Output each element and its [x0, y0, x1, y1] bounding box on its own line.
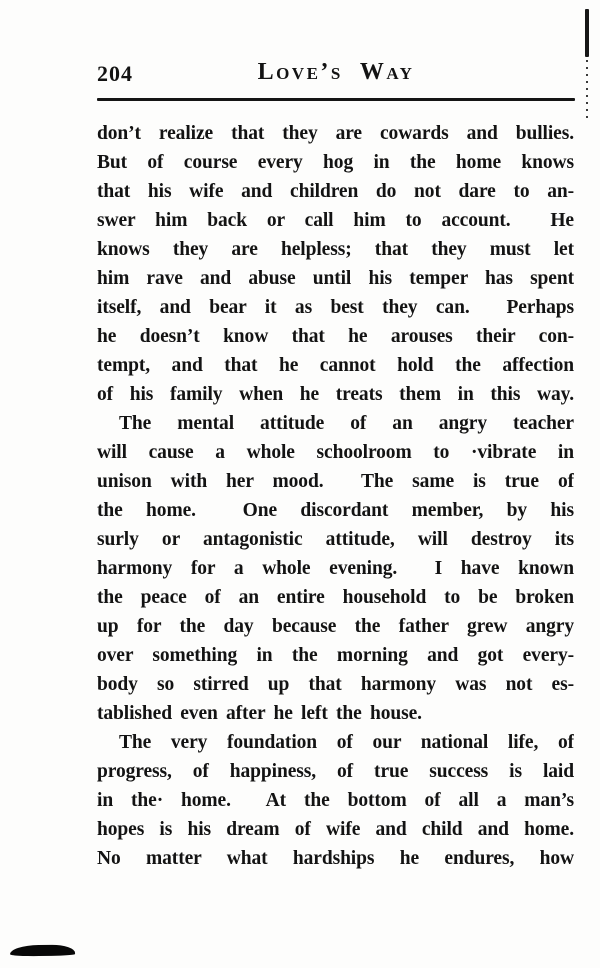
text-line: hopes is his dream of wife and child and home.: [97, 819, 574, 840]
text-line: in the· home. At the bottom of all a man’s: [97, 790, 574, 811]
scan-edge-mark-dashed: [586, 60, 588, 118]
text-line: up for the day because the father grew angry: [97, 616, 574, 637]
text-line: unison with her mood. The same is true of: [97, 471, 574, 492]
text-line: will cause a whole schoolroom to ·vibrate in: [97, 442, 574, 463]
ink-smudge: [10, 945, 75, 957]
text-line: of his family when he treats them in this way.: [97, 384, 574, 405]
text-line: But of course every hog in the home knows: [97, 152, 574, 173]
text-line: swer him back or call him to account. He: [97, 210, 574, 231]
text-line: itself, and bear it as best they can. Perhaps: [97, 297, 574, 318]
running-header: [97, 59, 575, 87]
text-line: tablished even after he left the house.: [97, 703, 422, 724]
text-line: him rave and abuse until his temper has spent: [97, 268, 574, 289]
text-line: surly or antagonistic attitude, will destroy its: [97, 529, 574, 550]
running-title: Love’s Way: [257, 59, 415, 85]
header-rule: [97, 98, 575, 101]
text-line: don’t realize that they are cowards and bullies.: [97, 123, 574, 144]
text-line: tempt, and that he cannot hold the affection: [97, 355, 574, 376]
text-line: The mental attitude of an angry teacher: [119, 413, 574, 434]
text-line: knows they are helpless; that they must let: [97, 239, 574, 260]
text-line: harmony for a whole evening. I have known: [97, 558, 574, 579]
text-line: No matter what hardships he endures, how: [97, 848, 574, 869]
text-line: the peace of an entire household to be broken: [97, 587, 574, 608]
text-line: body so stirred up that harmony was not es-: [97, 674, 574, 695]
text-line: the home. One discordant member, by his: [97, 500, 574, 521]
text-line: progress, of happiness, of true success is laid: [97, 761, 574, 782]
body-text: [97, 119, 574, 873]
text-line: that his wife and children do not dare to an-: [97, 181, 574, 202]
scan-edge-mark-solid: [585, 9, 589, 57]
text-line: he doesn’t know that he arouses their con-: [97, 326, 574, 347]
text-line: The very foundation of our national life, of: [119, 732, 574, 753]
text-line: over something in the morning and got every-: [97, 645, 574, 666]
page-number: 204: [97, 61, 133, 86]
